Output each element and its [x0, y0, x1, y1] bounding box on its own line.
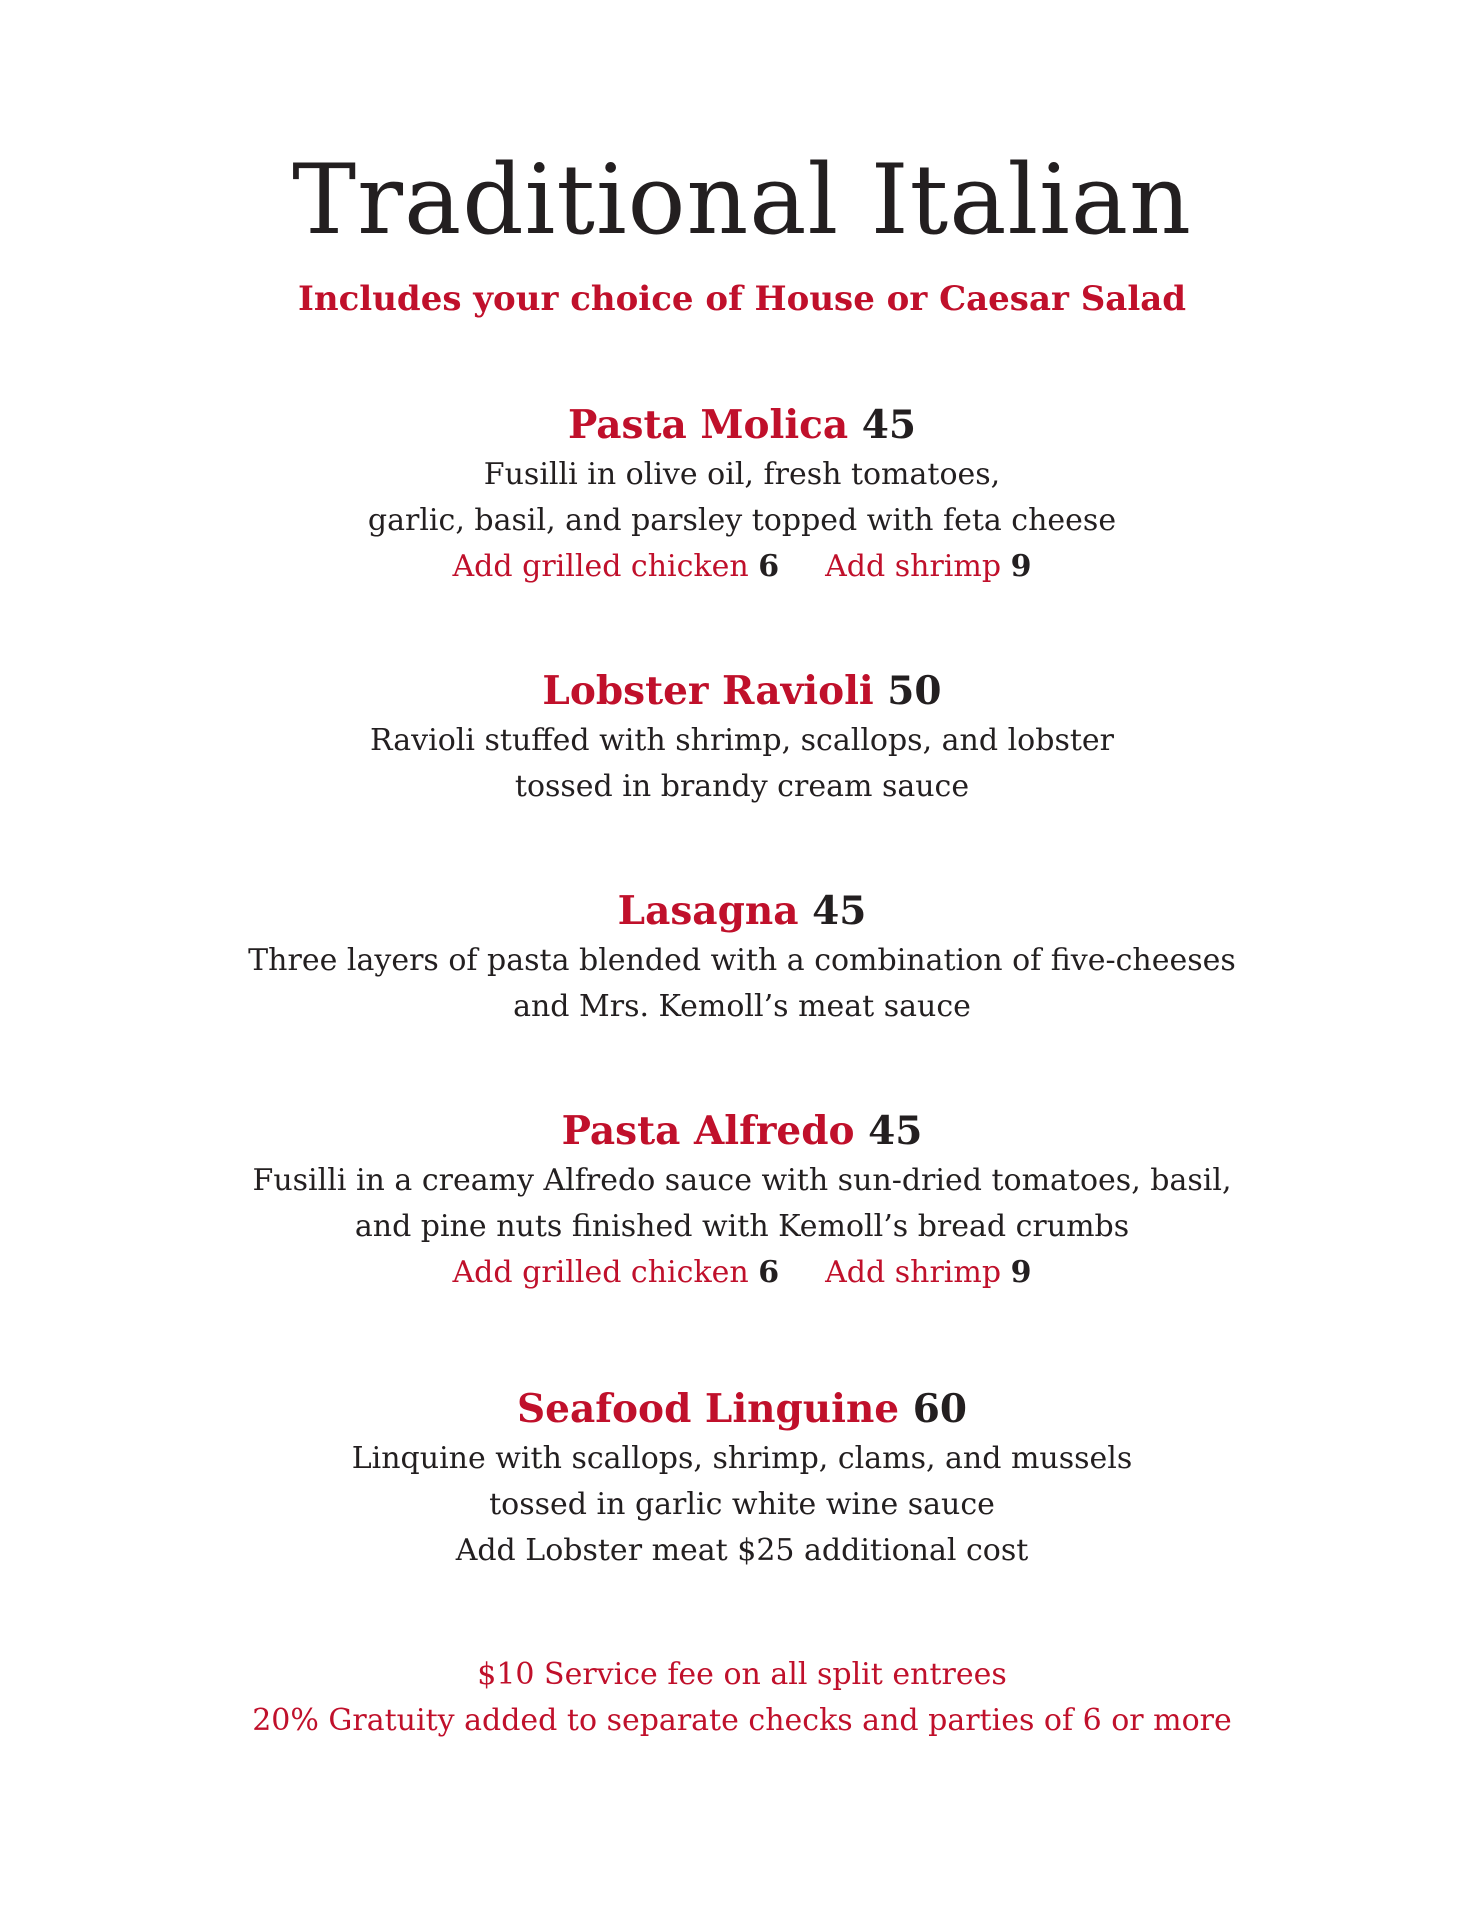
addon-price: 9 [1010, 1255, 1032, 1290]
item-addons [0, 1250, 1484, 1296]
item-name: Pasta Alfredo [561, 1108, 855, 1154]
item-price: 45 [861, 402, 917, 448]
item-price: 60 [912, 1386, 967, 1432]
menu-item-lasagna [0, 884, 1484, 1030]
addon-label: Add shrimp [825, 549, 1002, 584]
item-description-line: Three layers of pasta blended with a combination of five-cheeses [248, 943, 1236, 978]
item-title [0, 1104, 1484, 1158]
item-title [0, 664, 1484, 718]
item-price: 50 [887, 668, 942, 714]
menu-item-pasta-alfredo [0, 1104, 1484, 1296]
item-title [0, 884, 1484, 938]
addon-label: Add grilled chicken [452, 549, 749, 584]
item-description-line: and pine nuts finished with Kemoll’s bread crumbs [354, 1209, 1130, 1244]
service-fee-note: $10 Service fee on all split entrees [477, 1657, 1007, 1692]
item-name: Pasta Molica [567, 402, 849, 448]
item-description-line: Linquine with scallops, shrimp, clams, and mussels [351, 1441, 1133, 1476]
menu-item-pasta-molica [0, 398, 1484, 590]
page-title: Traditional Italian [292, 144, 1192, 256]
item-name: Seafood Linguine [517, 1386, 900, 1432]
item-price: 45 [812, 888, 867, 934]
item-description-line: Fusilli in olive oil, fresh tomatoes, [483, 457, 1001, 492]
item-description-line: Add Lobster meat $25 additional cost [455, 1533, 1029, 1568]
item-description-line: Ravioli stuffed with shrimp, scallops, and lobster [370, 723, 1114, 758]
item-description-line: and Mrs. Kemoll’s meat sauce [513, 989, 971, 1024]
addon-price: 9 [1010, 549, 1032, 584]
addon-price: 6 [758, 549, 780, 584]
item-description-line: Fusilli in a creamy Alfredo sauce with sun-dried tomatoes, basil, [252, 1163, 1232, 1198]
item-addons [0, 544, 1484, 590]
menu-item-lobster-ravioli [0, 664, 1484, 810]
item-name: Lobster Ravioli [542, 668, 874, 714]
menu-item-seafood-linguine [0, 1382, 1484, 1574]
item-name: Lasagna [617, 888, 799, 934]
gratuity-note: 20% Gratuity added to separate checks and parties of 6 or more [252, 1703, 1232, 1738]
addon-label: Add shrimp [825, 1255, 1002, 1290]
item-title [0, 1382, 1484, 1436]
item-title [0, 398, 1484, 452]
item-description-line: garlic, basil, and parsley topped with feta cheese [367, 503, 1117, 538]
addon-label: Add grilled chicken [452, 1255, 749, 1290]
addon-price: 6 [758, 1255, 780, 1290]
item-description-line: tossed in brandy cream sauce [514, 769, 970, 804]
footer-notes [0, 1652, 1484, 1744]
item-price: 45 [868, 1108, 923, 1154]
page-subtitle: Includes your choice of House or Caesar Salad [297, 279, 1187, 319]
item-description-line: tossed in garlic white wine sauce [489, 1487, 995, 1522]
